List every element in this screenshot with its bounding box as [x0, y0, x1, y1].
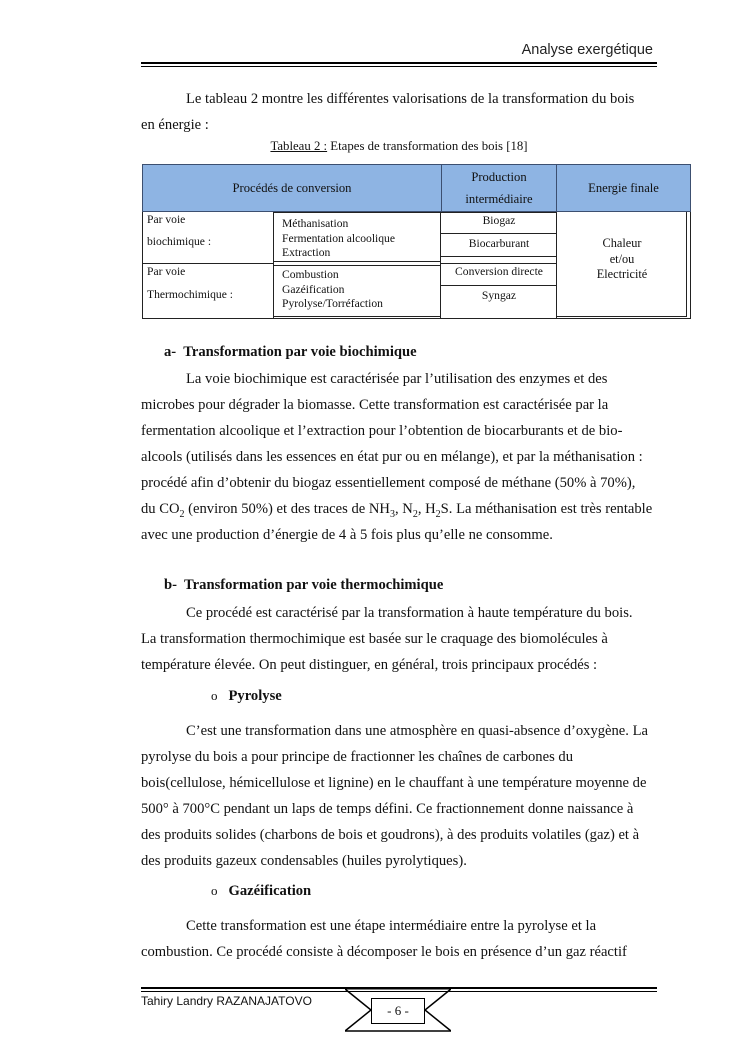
- energy-final-line-3: Electricité: [596, 267, 648, 281]
- footer-author: Tahiry Landry RAZANAJATOVO: [141, 994, 312, 1008]
- table-caption-label: Tableau 2 :: [270, 139, 328, 153]
- row2-product-2: Syngaz: [481, 289, 517, 302]
- section-b-label: b-: [164, 577, 177, 593]
- pyrolyse-line-4: 500° à 700°C pendant un laps de temps défini. Ce fractionnement donne naissance à: [141, 801, 634, 817]
- section-a-line-5: procédé afin d’obtenir du biogaz essentiellement composé de méthane (50% à 70%),: [141, 475, 636, 491]
- section-b-line-2: La transformation thermochimique est basée sur le craquage des biomolécules à: [141, 631, 608, 647]
- line6-part-c: , N: [394, 501, 413, 517]
- section-a-line-7: avec une production d’énergie de 4 à 5 fois plus qu’elle ne consomme.: [141, 527, 553, 543]
- pyrolyse-line-3: bois(cellulose, hémicellulose et lignine) en le chauffant à une température moyenne de: [141, 775, 647, 791]
- line6-sub-4: 2: [435, 508, 441, 520]
- page-number: - 6 -: [371, 998, 425, 1024]
- row1-voie-line2: biochimique :: [147, 235, 212, 248]
- line6-part-b: (environ 50%) et des traces de NH: [184, 501, 390, 517]
- table-caption-text: Etapes de transformation des bois [18]: [327, 139, 528, 153]
- grid-proc2-bottom: [273, 316, 441, 317]
- pyrolyse-line-6: des produits gazeux condensables (huiles pyrolytiques).: [141, 853, 467, 869]
- grid-energy-right-outer: [690, 212, 691, 318]
- grid-proc1-bottom: [273, 261, 441, 262]
- conversion-table: [142, 164, 691, 320]
- grid-proc2-top: [273, 265, 441, 266]
- row2-product-1: Conversion directe: [455, 265, 543, 278]
- pyrolyse-line-2: pyrolyse du bois a pour principe de fractionner les chaînes de carbones du: [141, 749, 573, 765]
- section-b-title: Transformation par voie thermochimique: [184, 577, 444, 593]
- section-b-line-1: Ce procédé est caractérisé par la transformation à haute température du bois.: [186, 605, 633, 621]
- energy-final-line-1: Chaleur: [602, 236, 642, 250]
- section-b-line-3: température élevée. On peut distinguer, en général, trois principaux procédés :: [141, 657, 598, 673]
- running-header-title: Analyse exergétique: [521, 42, 653, 58]
- row2-process-2: Gazéification: [282, 282, 345, 296]
- line6-sub-1: 2: [179, 508, 185, 520]
- grid-proc1-top: [273, 212, 441, 213]
- line6-sub-2: 3: [389, 508, 395, 520]
- section-a-line-2: microbes pour dégrader la biomasse. Cette transformation est caractérisée par la: [141, 397, 609, 413]
- section-a-line-3: fermentation alcoolique et l’extraction pour l’obtention de biocarburants et de bio-: [141, 423, 623, 439]
- energy-final: [557, 236, 687, 283]
- grid-left: [142, 212, 143, 318]
- header-rule-thick: [141, 62, 657, 64]
- grid-energy-bottom: [557, 316, 687, 317]
- row1-voie-line1: Par voie: [147, 213, 186, 226]
- grid-prod-div1: [441, 233, 557, 234]
- pyrolyse-title: Pyrolyse: [228, 688, 282, 704]
- header-procedes: Procédés de conversion: [142, 164, 442, 212]
- line6-part-d: , H: [417, 501, 436, 517]
- header-production: Production intermédiaire: [441, 164, 557, 212]
- row2-process-3: Pyrolyse/Torréfaction: [282, 297, 383, 310]
- row1-processes: [282, 217, 395, 261]
- header-rule-thin: [141, 66, 657, 67]
- energy-final-line-2: et/ou: [609, 251, 635, 266]
- section-a-heading: [164, 344, 417, 361]
- section-b-heading: [164, 577, 443, 594]
- row2-processes: [282, 268, 383, 312]
- pyrolyse-line-1: C’est une transformation dans une atmosphère en quasi-absence d’oxygène. La: [186, 723, 648, 739]
- gazeification-title: Gazéification: [228, 883, 312, 899]
- pyrolyse-bullet: o: [211, 688, 218, 703]
- section-a-title: Transformation par voie biochimique: [183, 344, 417, 360]
- row1-product-2: Biocarburant: [468, 237, 530, 250]
- row2-voie-line1: Par voie: [147, 265, 186, 278]
- row1-product-1: Biogaz: [482, 214, 516, 227]
- gazeification-line-2: combustion. Ce procédé consiste à décomposer le bois en présence d’un gaz réactif: [141, 944, 627, 960]
- line6-part-e: S. La méthanisation est très rentable: [440, 501, 653, 517]
- row2-voie-line2: Thermochimique :: [147, 288, 233, 301]
- row1-process-2: Fermentation alcoolique: [282, 231, 396, 245]
- section-a-line-1: La voie biochimique est caractérisée par l’utilisation des enzymes et des: [186, 371, 608, 387]
- line6-part-a: du CO: [141, 501, 180, 517]
- pyrolyse-line-5: des produits solides (charbons de bois et goudrons), à des produits volatiles (gaz) et à: [141, 827, 640, 843]
- grid-prod-div4: [441, 285, 557, 286]
- row2-process-1: Combustion: [282, 268, 339, 281]
- section-a-line-4: alcools (utilisés dans les essences en état pur ou en mélange), et par la méthanisation :: [141, 449, 643, 465]
- row1-process-1: Méthanisation: [282, 217, 349, 230]
- header-energie: Energie finale: [556, 164, 691, 212]
- row1-process-3: Extraction: [282, 246, 331, 259]
- table-caption: [141, 139, 657, 154]
- line6-sub-3: 2: [412, 508, 418, 520]
- pyrolyse-heading: [211, 688, 282, 705]
- intro-line-2: en énergie :: [141, 117, 209, 133]
- intro-line-1: Le tableau 2 montre les différentes valorisations de la transformation du bois: [186, 91, 635, 107]
- gazeification-bullet: o: [211, 883, 218, 898]
- grid-prod-div2: [441, 256, 557, 257]
- section-a-label: a-: [164, 344, 177, 360]
- gazeification-heading: [211, 883, 311, 900]
- grid-bottom: [142, 318, 691, 319]
- gazeification-line-1: Cette transformation est une étape intermédiaire entre la pyrolyse et la: [186, 918, 597, 934]
